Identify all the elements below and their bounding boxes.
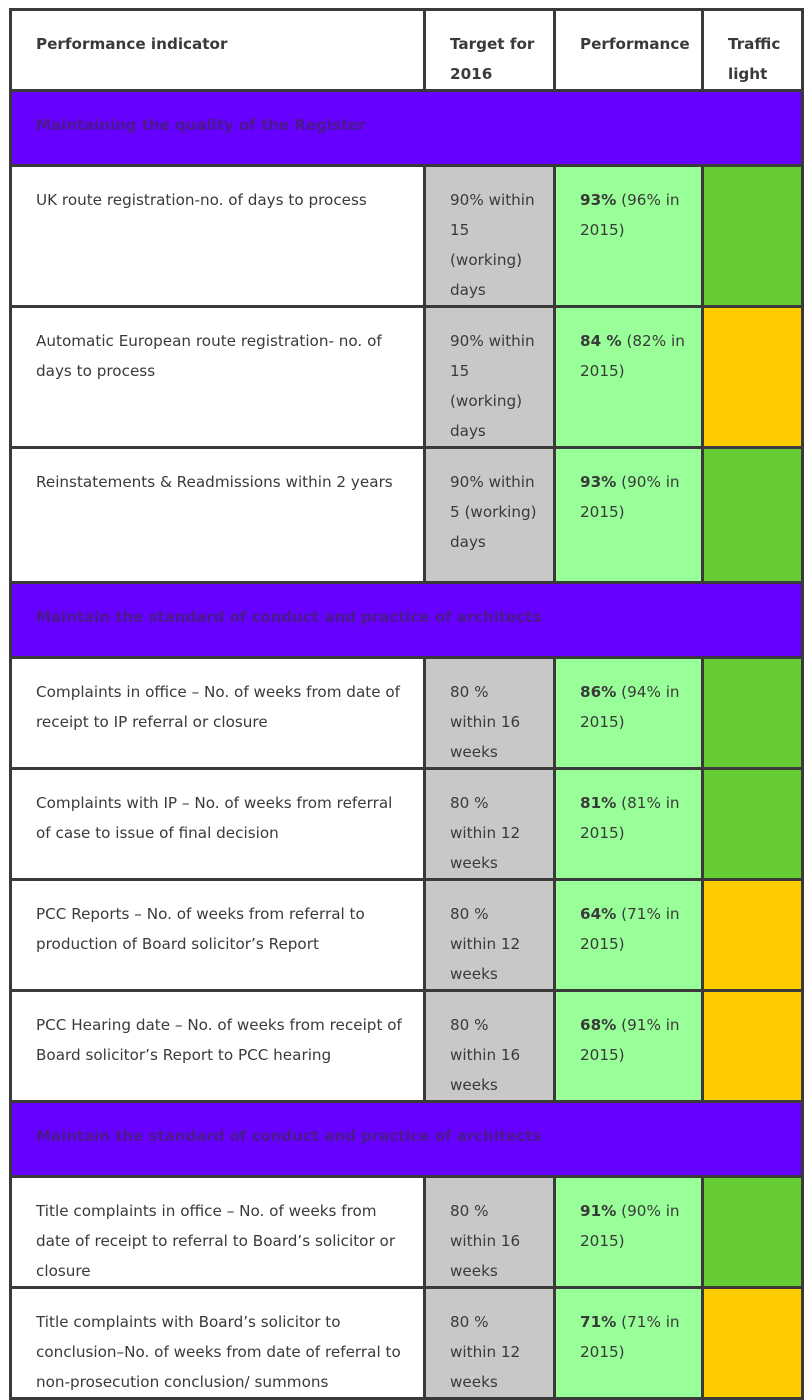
section-header-row bbox=[11, 583, 803, 658]
performance-value: 93% bbox=[580, 191, 617, 209]
indicator-text: Title complaints with Board’s solicitor to conclusion–No. of weeks from date of referral to non-prosecution conclusion/ summons bbox=[36, 1313, 401, 1391]
target-text: 80 % within 12 weeks bbox=[450, 905, 521, 983]
section-header-row bbox=[11, 1102, 803, 1177]
target-text: 80 % within 16 weeks bbox=[450, 1202, 521, 1280]
performance-value: 68% bbox=[580, 1016, 617, 1034]
traffic-light-cell bbox=[703, 166, 803, 307]
performance-cell bbox=[555, 448, 703, 583]
section-title: Maintain the standard of conduct and practice of architects bbox=[36, 1127, 542, 1145]
traffic-light-cell bbox=[703, 448, 803, 583]
target-text: 90% within 15 (working) days bbox=[450, 332, 535, 440]
performance-comparison: (90% in 2015) bbox=[580, 473, 680, 521]
target-text: 80 % within 16 weeks bbox=[450, 1016, 521, 1094]
performance-cell bbox=[555, 880, 703, 991]
performance-cell bbox=[555, 307, 703, 448]
performance-cell bbox=[555, 166, 703, 307]
performance-comparison: (71% in 2015) bbox=[580, 905, 680, 953]
indicator-cell bbox=[11, 166, 425, 307]
indicator-cell bbox=[11, 1177, 425, 1288]
section-title: Maintain the standard of conduct and practice of architects bbox=[36, 608, 542, 626]
traffic-light-cell bbox=[703, 769, 803, 880]
target-cell bbox=[425, 448, 555, 583]
traffic-light-cell bbox=[703, 658, 803, 769]
table-row bbox=[11, 658, 803, 769]
performance-value: 86% bbox=[580, 683, 617, 701]
performance-comparison: (82% in 2015) bbox=[580, 332, 685, 380]
header-indicator-label: Performance indicator bbox=[36, 35, 228, 53]
indicator-text: Automatic European route registration- no. of days to process bbox=[36, 332, 382, 380]
header-traffic-label: Traffic light bbox=[728, 35, 781, 83]
header-indicator bbox=[11, 10, 425, 91]
table-row bbox=[11, 448, 803, 583]
performance-value: 71% bbox=[580, 1313, 617, 1331]
header-performance-label: Performance bbox=[580, 35, 690, 53]
target-cell bbox=[425, 1288, 555, 1399]
target-cell bbox=[425, 658, 555, 769]
table-row bbox=[11, 307, 803, 448]
performance-table bbox=[9, 8, 804, 1400]
performance-cell bbox=[555, 991, 703, 1102]
performance-value: 93% bbox=[580, 473, 617, 491]
header-target bbox=[425, 10, 555, 91]
indicator-text: PCC Hearing date – No. of weeks from receipt of Board solicitor’s Report to PCC hearing bbox=[36, 1016, 402, 1064]
indicator-cell bbox=[11, 991, 425, 1102]
traffic-light-cell bbox=[703, 307, 803, 448]
traffic-light-cell bbox=[703, 991, 803, 1102]
header-target-label: Target for 2016 bbox=[450, 35, 535, 83]
indicator-text: Title complaints in office – No. of weeks from date of receipt to referral to Board’s solicitor or closure bbox=[36, 1202, 396, 1280]
performance-comparison: (91% in 2015) bbox=[580, 1016, 680, 1064]
performance-cell bbox=[555, 1288, 703, 1399]
section-header-row bbox=[11, 91, 803, 166]
indicator-cell bbox=[11, 769, 425, 880]
target-cell bbox=[425, 1177, 555, 1288]
target-text: 80 % within 16 weeks bbox=[450, 683, 521, 761]
section-title-cell bbox=[11, 1102, 803, 1177]
traffic-light-cell bbox=[703, 1177, 803, 1288]
table-row bbox=[11, 1177, 803, 1288]
indicator-text: Complaints in office – No. of weeks from date of receipt to IP referral or closure bbox=[36, 683, 401, 731]
performance-value: 64% bbox=[580, 905, 617, 923]
target-text: 80 % within 12 weeks bbox=[450, 1313, 521, 1391]
target-cell bbox=[425, 769, 555, 880]
indicator-cell bbox=[11, 448, 425, 583]
table-row bbox=[11, 880, 803, 991]
performance-cell bbox=[555, 1177, 703, 1288]
performance-value: 81% bbox=[580, 794, 617, 812]
target-text: 90% within 5 (working) days bbox=[450, 473, 537, 551]
header-row bbox=[11, 10, 803, 91]
section-title-cell bbox=[11, 583, 803, 658]
performance-comparison: (90% in 2015) bbox=[580, 1202, 680, 1250]
indicator-text: UK route registration-no. of days to process bbox=[36, 191, 367, 209]
table-row bbox=[11, 769, 803, 880]
indicator-cell bbox=[11, 1288, 425, 1399]
traffic-light-cell bbox=[703, 880, 803, 991]
indicator-cell bbox=[11, 658, 425, 769]
performance-comparison: (71% in 2015) bbox=[580, 1313, 680, 1361]
target-cell bbox=[425, 166, 555, 307]
performance-comparison: (94% in 2015) bbox=[580, 683, 680, 731]
traffic-light-cell bbox=[703, 1288, 803, 1399]
indicator-cell bbox=[11, 307, 425, 448]
header-traffic-light bbox=[703, 10, 803, 91]
indicator-text: PCC Reports – No. of weeks from referral to production of Board solicitor’s Report bbox=[36, 905, 365, 953]
performance-value: 91% bbox=[580, 1202, 617, 1220]
section-title-cell bbox=[11, 91, 803, 166]
target-text: 90% within 15 (working) days bbox=[450, 191, 535, 299]
performance-comparison: (81% in 2015) bbox=[580, 794, 680, 842]
target-text: 80 % within 12 weeks bbox=[450, 794, 521, 872]
target-cell bbox=[425, 880, 555, 991]
header-performance bbox=[555, 10, 703, 91]
performance-cell bbox=[555, 658, 703, 769]
target-cell bbox=[425, 307, 555, 448]
indicator-text: Complaints with IP – No. of weeks from referral of case to issue of final decision bbox=[36, 794, 393, 842]
performance-value: 84 % bbox=[580, 332, 622, 350]
table-row bbox=[11, 166, 803, 307]
indicator-text: Reinstatements & Readmissions within 2 years bbox=[36, 473, 393, 491]
performance-comparison: (96% in 2015) bbox=[580, 191, 680, 239]
table-row bbox=[11, 991, 803, 1102]
table-row bbox=[11, 1288, 803, 1399]
performance-cell bbox=[555, 769, 703, 880]
section-title: Maintaining the quality of the Register bbox=[36, 116, 366, 134]
indicator-cell bbox=[11, 880, 425, 991]
target-cell bbox=[425, 991, 555, 1102]
